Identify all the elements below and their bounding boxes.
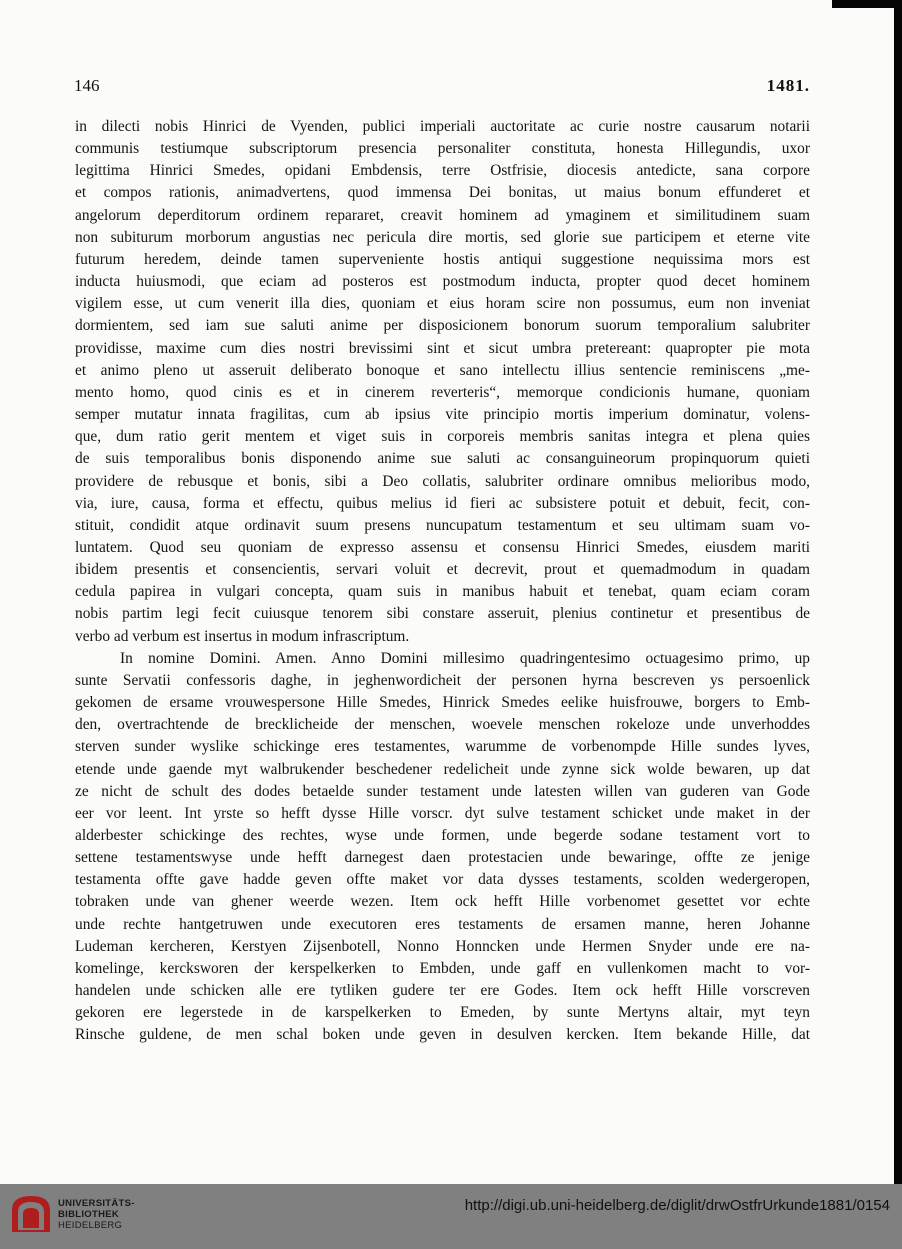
text-line: futurum heredem, deinde tamen superveniente hostis antiqui suggestione nequissima mors est bbox=[75, 250, 810, 268]
body-text bbox=[75, 116, 810, 1047]
page-number: 146 bbox=[74, 76, 100, 95]
scan-edge-right bbox=[894, 0, 902, 1184]
text-line: via, iure, causa, forma et effectu, quibus melius id fieri ac subsistere potuit et debuit, fecit, con- bbox=[75, 494, 810, 512]
text-line: cedula papirea in vulgari concepta, quam suis in manibus habuit et tenebat, quam eciam coram bbox=[75, 583, 810, 601]
text-line: non subiturum morborum angustias nec pericula dire mortis, sed glorie sue participem et eterne vite bbox=[75, 228, 810, 246]
library-seal-icon bbox=[10, 1192, 52, 1236]
page-header bbox=[74, 76, 810, 100]
text-line: inducta huiusmodi, que eciam ad posteros est postmodum inducta, propter quod decet hominem bbox=[75, 273, 810, 291]
text-line: sterven sunder wyslike schickinge eres testamentes, warumme de vorbenompde Hille sundes lyves, bbox=[75, 738, 810, 756]
text-line: et animo pleno ut asseruit deliberato bonoque et sano intellectu illius sentencie reminiscens „me- bbox=[75, 361, 810, 379]
text-line: dormientem, sed iam sue saluti anime per disposicionem bonorum suorum temporalium salubriter bbox=[75, 317, 810, 335]
text-line: In nomine Domini. Amen. Anno Domini millesimo quadringentesimo octuagesimo primo, up bbox=[120, 649, 810, 667]
text-line: etende unde gaende myt walbrukender beschedener redelicheit unde zynne sick wolde bewaren, up dat bbox=[75, 760, 810, 778]
text-line: alderbester schickinge des rechtes, wyse unde formen, unde begerde sodane testament vort to bbox=[75, 827, 810, 844]
text-line: testamenta offte gave hadde geven offte maket vor data dysses testaments, scolden wedergeropen, bbox=[75, 871, 810, 889]
text-line: legittima Hinrici Smedes, opidani Embdensis, terre Ostfrisie, diocesis antedicte, sana corpore bbox=[75, 162, 810, 180]
text-line: providere de rebusque et bonis, sibi a Deo collatis, salubriter ordinare omnibus melioribus modo, bbox=[75, 472, 810, 490]
text-line: vigilem esse, ut cum venerit illa dies, quoniam et eius horam scire non possumus, eum non inveniat bbox=[75, 295, 810, 313]
text-line: luntatem. Quod seu quoniam de expresso assensu et consensu Hinrici Smedes, eiusdem mariti bbox=[75, 538, 810, 556]
text-line: stituit, condidit atque ordinavit suum presens nuncupatum testamentum et seu ultimam suam vo- bbox=[75, 516, 810, 534]
text-line: eer vor leent. Int yrste so hefft dysse Hille vorscr. dyt sulve testament schicket unde maket in der bbox=[75, 804, 810, 822]
text-line: komelinge, kercksworen der kerspelkerken to Embden, unde gaff en vullenkomen macht to vor- bbox=[75, 959, 810, 977]
text-line: communis testiumque subscriptorum presencia personaliter constituta, honesta Hillegundis, uxor bbox=[75, 140, 810, 158]
logo-line-1: UNIVERSITÄTS- bbox=[58, 1198, 135, 1209]
viewer-footer bbox=[0, 1184, 902, 1249]
scan-edge-top bbox=[832, 0, 902, 8]
text-line: semper mutatur innata fragilitas, cum ab ipsius vite principio mortis imperium dominatur, volens- bbox=[75, 406, 810, 424]
library-name bbox=[58, 1198, 135, 1231]
text-line: angelorum deperditorum ordinem repararet, creavit hominem ad ymaginem et similitudinem suam bbox=[75, 206, 810, 224]
library-logo[interactable] bbox=[10, 1192, 170, 1242]
logo-line-3: HEIDELBERG bbox=[58, 1220, 123, 1231]
text-line: settene testamentswyse unde hefft darnegest daen protestacien unde bewaringe, offte ze jenige bbox=[75, 849, 810, 867]
text-line: in dilecti nobis Hinrici de Vyenden, publici imperiali auctoritate ac curie nostre causarum notarii bbox=[75, 118, 810, 135]
text-line: Ludeman kercheren, Kerstyen Zijsenbotell, Nonno Honncken unde Hermen Snyder unde ere na- bbox=[75, 937, 810, 955]
text-line: de suis temporalibus bonis disponendo anime sue saluti ac consanguineorum propinquorum quieti bbox=[75, 450, 810, 468]
permalink-url[interactable]: http://digi.ub.uni-heidelberg.de/diglit/drwOstfrUrkunde1881/0154 bbox=[464, 1197, 890, 1214]
text-line: handelen unde schicken alle ere tytliken gudere ter ere Godes. Item ock hefft Hille vorscreven bbox=[75, 982, 810, 1000]
logo-line-2: BIBLIOTHEK bbox=[58, 1209, 120, 1220]
text-line: ze nicht de schult des dodes betaelde sunder testament unde latesten willen van guderen van Gode bbox=[75, 782, 810, 800]
text-line: verbo ad verbum est insertus in modum infrascriptum. bbox=[75, 627, 410, 645]
text-line: sunte Servatii confessoris daghe, in jeghenwordicheit der personen hyrna bescreven ys persoenlick bbox=[75, 671, 810, 689]
text-line: ibidem presentis et consencientis, servari voluit et decrevit, prout et quemadmodum in quadam bbox=[75, 561, 810, 579]
text-line: mento homo, quod cinis es et in cinerem reverteris“, memorque condicionis humane, quoniam bbox=[75, 383, 810, 401]
text-line: Rinsche guldene, de men schal boken unde geven in desulven kercken. Item bekande Hille, dat bbox=[75, 1026, 810, 1044]
text-line: gekoren ere legerstede in de karspelkerken to Emeden, by sunte Mertyns altair, myt teyn bbox=[75, 1004, 810, 1022]
text-line: unde rechte hantgetruwen unde executoren eres testaments de ersamen manne, heren Johanne bbox=[75, 915, 810, 933]
text-line: den, overtrachtende de brecklicheide der menschen, woevele menschen rokeloze unde unverhoddes bbox=[75, 716, 810, 734]
text-line: providisse, maxime cum dies nostri brevissimi sint et sicut umbra pretereant: quapropter pie mota bbox=[75, 339, 810, 357]
text-line: tobraken unde van ghener weerde wezen. Item ock hefft Hille vorbenomet gesettet vor echte bbox=[75, 893, 810, 911]
text-line: que, dum ratio gerit mentem et viget suis in corporeis membris sanitas integra et plena quies bbox=[75, 428, 810, 446]
text-line: et compos rationis, animadvertens, quod immensa Dei bonitas, ut maius bonum effunderet et bbox=[75, 184, 810, 202]
text-line: nobis partim legi fecit cuiusque tenorem sibi constare asseruit, plenius continetur et presentibus de bbox=[75, 605, 810, 623]
text-line: gekomen de ersame vrouwespersone Hille Smedes, Hinrick Smedes eelike huisfrouwe, borgers to Emb- bbox=[75, 694, 810, 712]
document-year: 1481. bbox=[766, 76, 810, 95]
